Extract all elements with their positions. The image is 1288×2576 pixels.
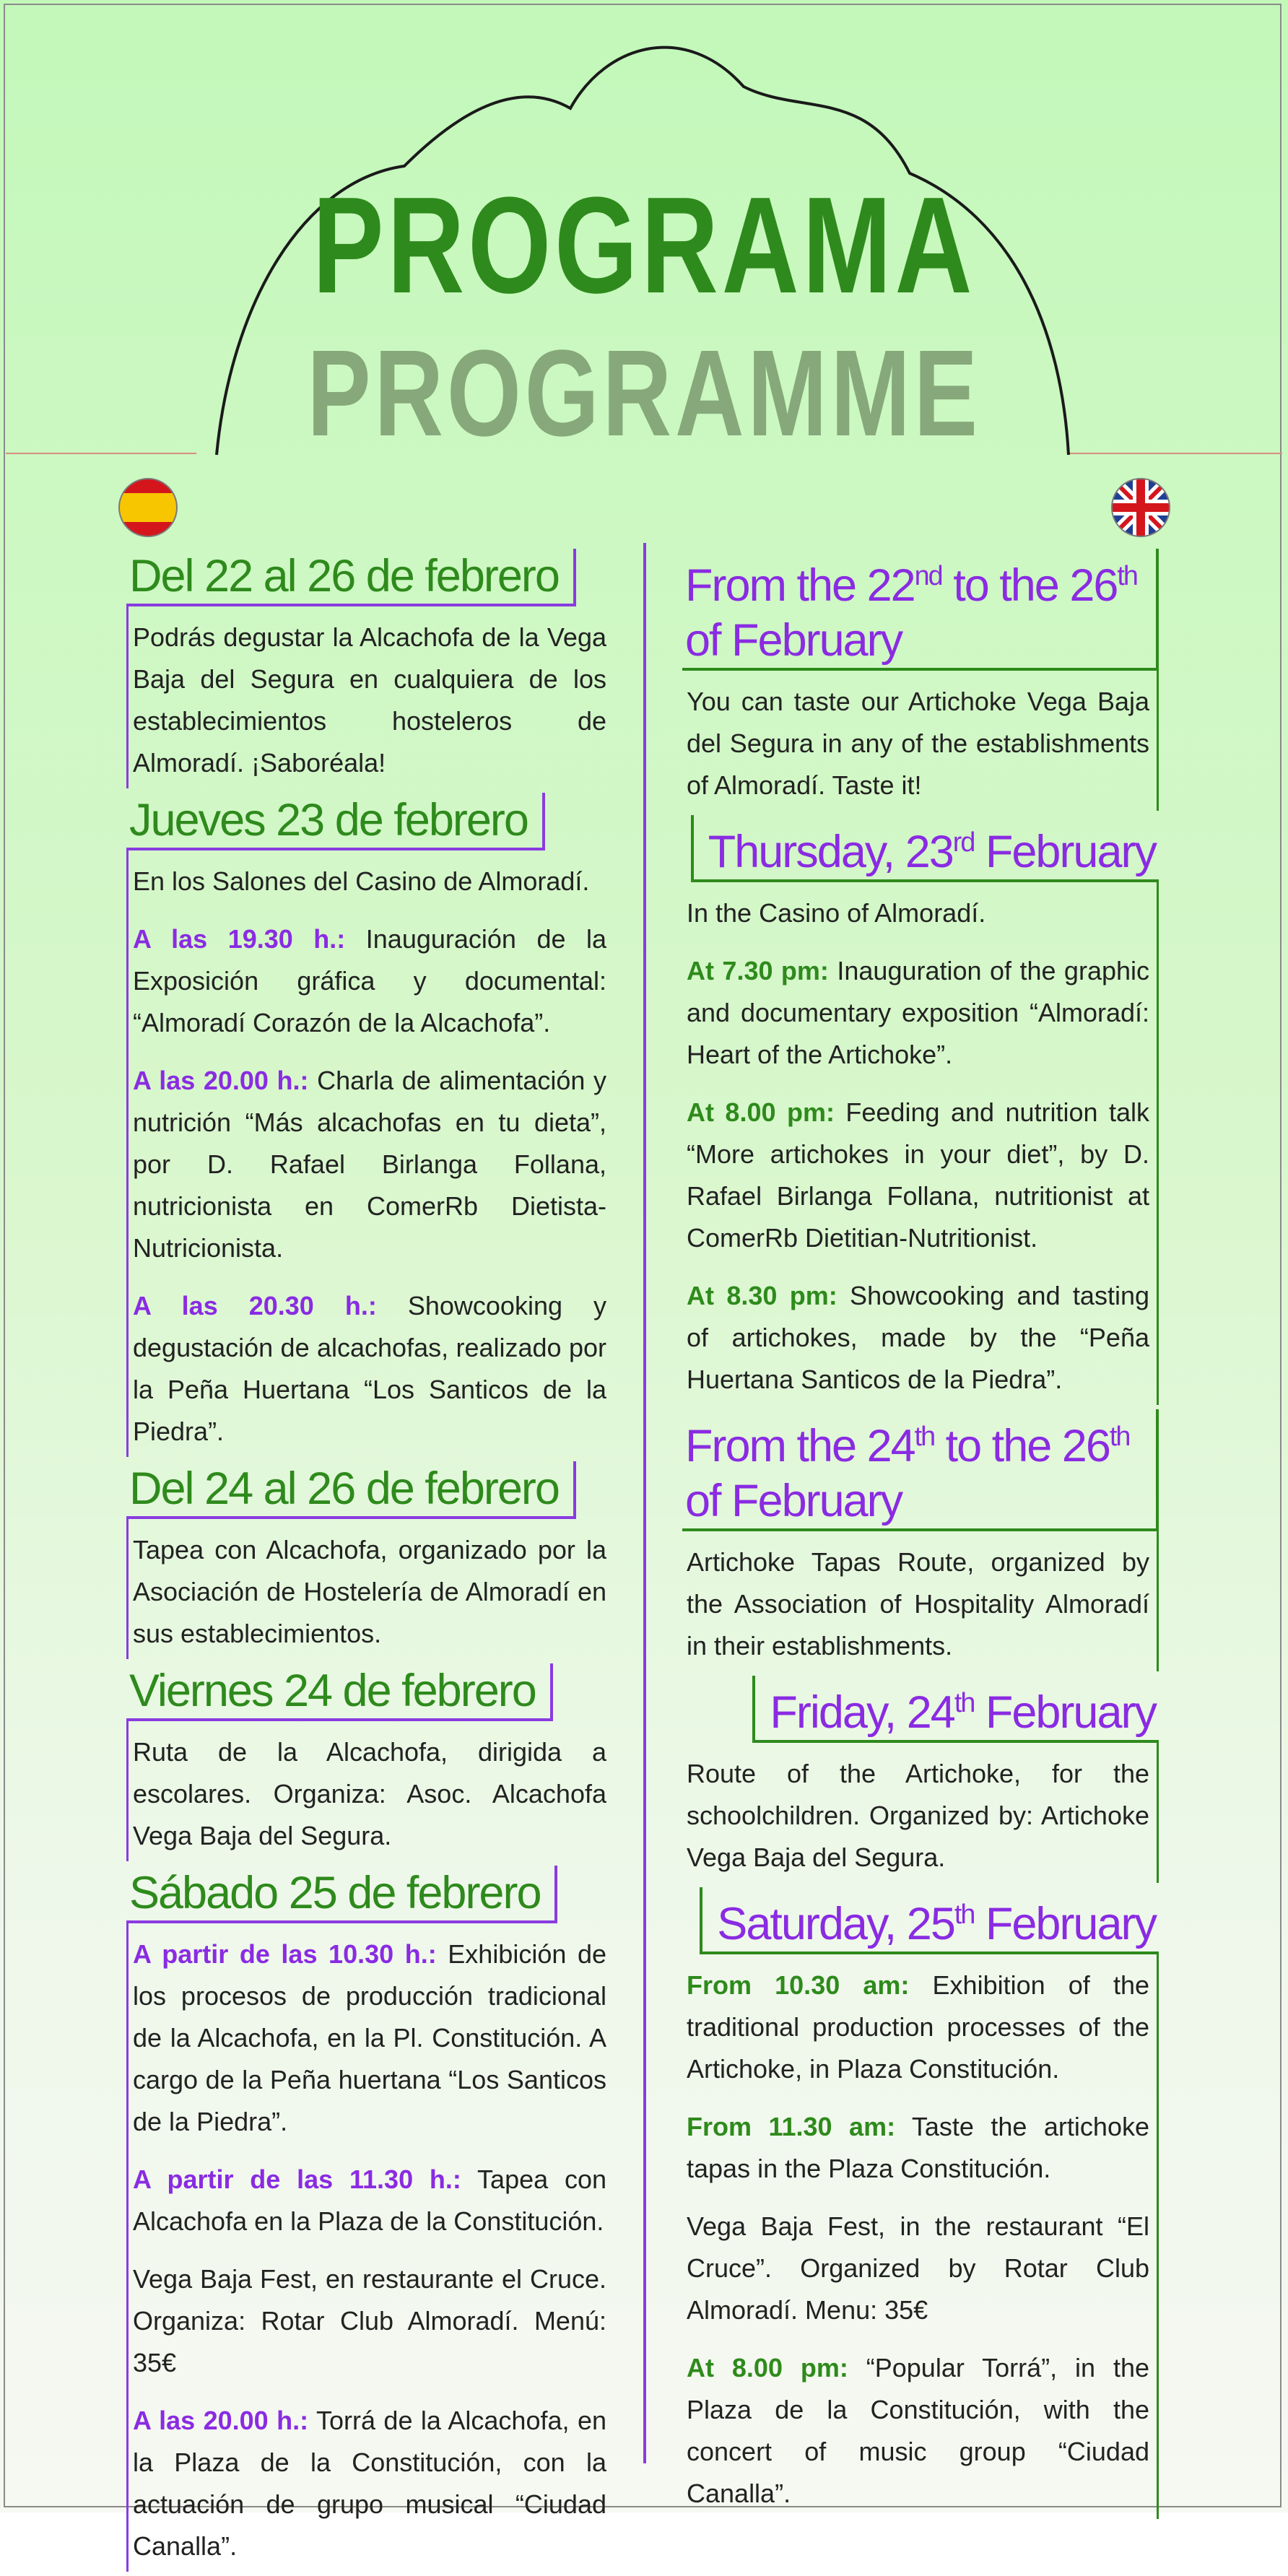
item-time: A las 20.30 h.: — [133, 1291, 377, 1320]
item-text: You can taste our Artichoke Vega Baja del Segura in any of the establishments of Almoradí. Taste it! — [687, 687, 1149, 800]
item-time: A partir de las 11.30 h.: — [133, 2164, 461, 2194]
item-time: At 8.00 pm: — [687, 1097, 835, 1127]
section-header — [691, 815, 1159, 882]
section-header: Sábado 25 de febrero — [126, 1866, 557, 1923]
item-text: Tapea con Alcachofa, organizado por la Asociación de Hostelería de Almoradí en sus establecimientos. — [133, 1535, 606, 1648]
item-time: A las 20.00 h.: — [133, 2406, 309, 2435]
column-divider — [643, 543, 646, 2463]
item-time: A partir de las 10.30 h.: — [133, 1939, 437, 1969]
program-section — [682, 1676, 1159, 1883]
header-ordinal: th — [914, 1422, 935, 1452]
title-programme: PROGRAMME — [307, 325, 981, 462]
header-text: From the 22 — [685, 560, 915, 611]
section-header — [682, 549, 1159, 671]
section-header: Del 24 al 26 de febrero — [126, 1461, 576, 1519]
program-item — [687, 1964, 1149, 2090]
program-section — [682, 815, 1159, 1405]
section-header: Jueves 23 de febrero — [126, 793, 545, 850]
section-header: Del 22 al 26 de febrero — [126, 549, 576, 606]
header-text: February — [974, 1687, 1156, 1738]
program-section — [682, 1887, 1159, 2519]
section-body — [682, 882, 1159, 1405]
section-header — [752, 1676, 1159, 1743]
item-text: Inauguration of the graphic and documentary exposition “Almoradí: Heart of the Artichoke”. — [687, 956, 1150, 1069]
section-header-wrap — [682, 1676, 1159, 1743]
item-time: A las 20.00 h.: — [133, 1066, 309, 1095]
header-text: February — [974, 1899, 1156, 1949]
program-item — [687, 2106, 1149, 2190]
item-text: Podrás degustar la Alcachofa de la Vega Baja del Segura en cualquiera de los establecimientos hosteleros de Almoradí. ¡Saboréala! — [133, 622, 606, 778]
item-text: Charla de alimentación y nutrición “Más alcachofas en tu dieta”, por D. Rafael Birlanga Follana, nutricionista en ComerRb Dietista-Nutricionista. — [133, 1066, 606, 1263]
program-item — [133, 617, 606, 784]
item-text: Vega Baja Fest, en restaurante el Cruce. Organiza: Rotar Club Almoradí. Menú: 35€ — [133, 2264, 606, 2377]
item-text: En los Salones del Casino de Almoradí. — [133, 866, 590, 896]
program-section — [126, 1866, 606, 2572]
item-text: “Popular Torrá”, in the Plaza de la Constitución, with the concert of music group “Ciudad Canalla”. — [687, 2353, 1149, 2508]
header-ordinal: th — [954, 1688, 975, 1718]
item-text: In the Casino of Almoradí. — [687, 898, 986, 928]
program-item — [687, 1541, 1149, 1667]
section-header: Viernes 24 de febrero — [126, 1663, 553, 1721]
header-ordinal: rd — [952, 827, 975, 858]
section-body — [682, 1531, 1159, 1671]
section-body — [126, 850, 606, 1457]
header-text: From the 24 — [685, 1421, 915, 1471]
program-item — [133, 1731, 606, 1857]
title-programa: PROGRAMA — [312, 169, 976, 322]
header-ordinal: th — [1109, 1422, 1130, 1452]
uk-flag-icon — [1110, 477, 1171, 538]
section-header-wrap — [682, 549, 1159, 671]
item-text: Exhibición de los procesos de producción tradicional de la Alcachofa, en la Pl. Constitución. A cargo de la Peña huertana “Los Santicos de la Piedra”. — [133, 1939, 606, 2136]
section-body — [126, 1923, 606, 2572]
section-header — [700, 1887, 1159, 1954]
header-text: of February — [685, 615, 902, 666]
program-section — [682, 1409, 1159, 1671]
item-text: Feeding and nutrition talk “More artichokes in your diet”, by D. Rafael Birlanga Follana, nutritionist at ComerRb Dietitian-Nutritionist. — [687, 1097, 1150, 1253]
program-item — [133, 2159, 606, 2242]
section-header-wrap — [682, 1887, 1159, 1954]
item-text: Route of the Artichoke, for the schoolchildren. Organized by: Artichoke Vega Baja del Segura. — [687, 1759, 1149, 1872]
spanish-column — [126, 549, 606, 2576]
section-body — [126, 1519, 606, 1659]
item-text: Tapea con Alcachofa en la Plaza de la Constitución. — [133, 2164, 606, 2236]
program-section — [682, 549, 1159, 811]
header-text: of February — [685, 1476, 902, 1526]
program-item — [687, 1753, 1149, 1879]
header-text: February — [974, 827, 1156, 877]
item-time: From 10.30 am: — [687, 1970, 910, 2000]
program-item — [133, 1529, 606, 1655]
program-item — [687, 950, 1149, 1076]
item-text: Artichoke Tapas Route, organized by the Association of Hospitality Almoradí in their establishments. — [687, 1547, 1149, 1661]
item-time: At 8.30 pm: — [687, 1281, 837, 1310]
section-body — [126, 606, 606, 788]
section-body — [682, 1743, 1159, 1883]
english-column — [682, 549, 1159, 2523]
header-ordinal: nd — [914, 561, 942, 591]
program-section — [126, 549, 606, 788]
section-header-wrap — [682, 815, 1159, 882]
program-item — [133, 2400, 606, 2567]
program-item — [133, 1285, 606, 1453]
header-ordinal: th — [1117, 561, 1137, 591]
program-section — [126, 1461, 606, 1659]
header-text: Saturday, 25 — [717, 1899, 954, 1949]
header-text: Friday, 24 — [770, 1687, 954, 1738]
header-text: to the 26 — [934, 1421, 1110, 1471]
program-item — [687, 2206, 1149, 2331]
item-text: Ruta de la Alcachofa, dirigida a escolares. Organiza: Asoc. Alcachofa Vega Baja del Segura. — [133, 1737, 606, 1850]
program-item — [133, 918, 606, 1044]
item-text: Inauguración de la Exposición gráfica y documental: “Almoradí Corazón de la Alcachofa”. — [133, 924, 607, 1037]
section-header — [682, 1409, 1159, 1531]
item-text: Vega Baja Fest, in the restaurant “El Cruce”. Organized by Rotar Club Almoradí. Menu: 35€ — [687, 2211, 1149, 2325]
program-item — [687, 681, 1149, 806]
section-body — [682, 1954, 1159, 2519]
program-item — [133, 1933, 606, 2143]
spain-flag-icon — [118, 477, 178, 538]
program-item — [133, 1060, 606, 1269]
program-item — [133, 861, 606, 902]
header-text: to the 26 — [941, 560, 1118, 611]
program-section — [126, 793, 606, 1457]
item-text: Taste the artichoke tapas in the Plaza Constitución. — [687, 2112, 1149, 2183]
item-text: Torrá de la Alcachofa, en la Plaza de la Constitución, con la actuación de grupo musical “Ciudad Canalla”. — [133, 2406, 606, 2561]
program-item — [687, 1275, 1149, 1401]
program-item — [687, 892, 1149, 934]
section-header-wrap — [682, 1409, 1159, 1531]
item-text: Showcooking y degustación de alcachofas, realizado por la Peña Huertana “Los Santicos de la Piedra”. — [133, 1291, 606, 1446]
program-item — [687, 2347, 1149, 2515]
section-body — [126, 1721, 606, 1861]
item-time: At 8.00 pm: — [687, 2353, 848, 2383]
item-time: At 7.30 pm: — [687, 956, 829, 985]
program-item — [133, 2258, 606, 2384]
item-time: A las 19.30 h.: — [133, 924, 346, 954]
item-text: Exhibition of the traditional production processes of the Artichoke, in Plaza Constitución. — [687, 1970, 1149, 2084]
section-body — [682, 671, 1159, 811]
header-ordinal: th — [954, 1900, 975, 1930]
item-text: Showcooking and tasting of artichokes, made by the “Peña Huertana Santicos de la Piedra”. — [687, 1281, 1149, 1394]
program-section — [126, 1663, 606, 1861]
item-time: From 11.30 am: — [687, 2112, 896, 2141]
program-item — [687, 1092, 1149, 1259]
header-text: Thursday, 23 — [708, 827, 953, 877]
